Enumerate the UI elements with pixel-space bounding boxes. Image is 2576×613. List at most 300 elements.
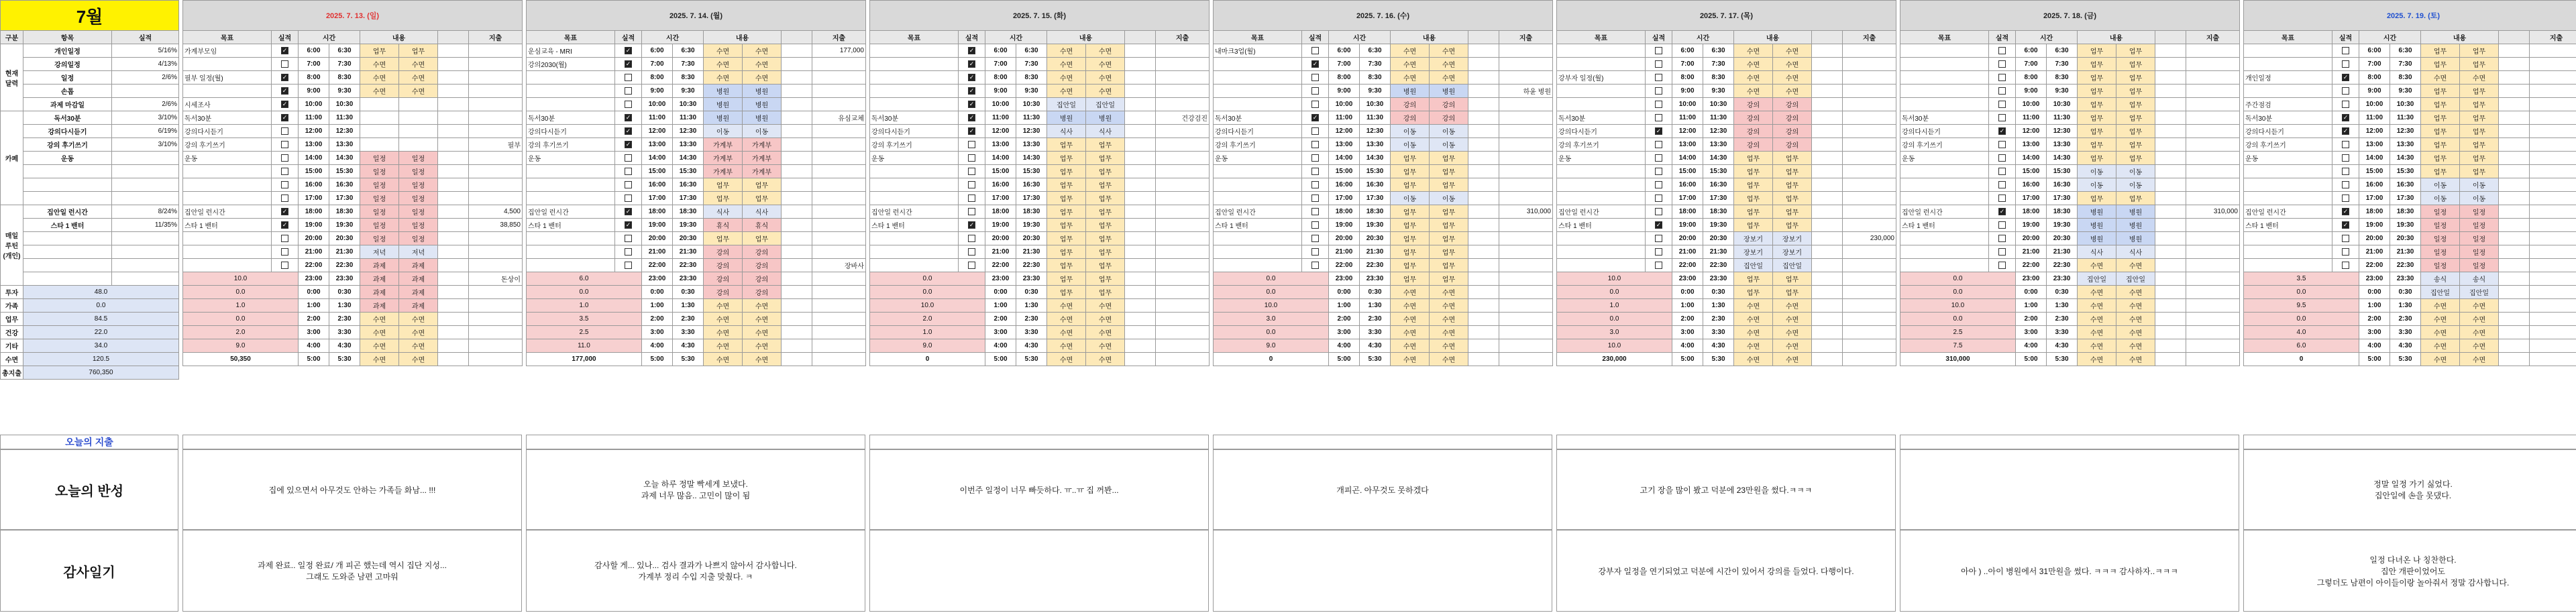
content-cell[interactable]: 수면 <box>1773 313 1812 326</box>
content-cell[interactable]: 수면 <box>2078 353 2116 366</box>
content-cell[interactable]: 업무 <box>2116 111 2155 125</box>
goal-cell[interactable]: 운동 <box>870 152 959 165</box>
content-cell[interactable]: 업무 <box>1391 219 1430 232</box>
spend-cell[interactable] <box>1156 152 1210 165</box>
goal-cell[interactable]: 강의 후기쓰기 <box>870 138 959 152</box>
content-cell[interactable]: 이동 <box>2421 178 2460 192</box>
goal-cell[interactable] <box>1557 85 1646 98</box>
content-cell[interactable]: 업무 <box>1734 286 1773 299</box>
content-cell[interactable]: 일정 <box>2460 219 2499 232</box>
content-cell[interactable]: 업무 <box>1430 165 1468 178</box>
content-cell[interactable]: 이동 <box>743 125 782 138</box>
content-cell[interactable]: 송식 <box>2460 272 2499 286</box>
content-cell[interactable]: 수면 <box>360 339 399 353</box>
spend-cell[interactable] <box>2186 138 2240 152</box>
content-cell[interactable]: 저녁 <box>399 245 438 259</box>
spend-cell[interactable] <box>2530 165 2576 178</box>
content-cell[interactable]: 업무 <box>2116 98 2155 111</box>
goal-cell[interactable] <box>870 245 959 259</box>
spend-cell[interactable] <box>2530 85 2576 98</box>
content-cell[interactable]: 업무 <box>2460 44 2499 58</box>
content-cell[interactable]: 업무 <box>1047 192 1086 205</box>
content-cell[interactable]: 식사 <box>704 205 743 219</box>
spend-cell[interactable] <box>2530 152 2576 165</box>
content-cell[interactable]: 업무 <box>2078 98 2116 111</box>
content-cell[interactable]: 수면 <box>360 313 399 326</box>
checkbox-icon[interactable] <box>1998 47 2006 54</box>
content-cell[interactable]: 병원 <box>2078 232 2116 245</box>
spend-cell[interactable] <box>812 205 866 219</box>
spend-cell[interactable] <box>1843 299 1896 313</box>
check-cell[interactable] <box>959 58 985 71</box>
content-cell[interactable]: 병원 <box>743 111 782 125</box>
check-cell[interactable] <box>272 259 299 272</box>
content-cell[interactable]: 강의 <box>743 259 782 272</box>
goal-cell[interactable]: 독서30분 <box>2244 111 2332 125</box>
spend-cell[interactable] <box>1843 152 1896 165</box>
checkbox-icon[interactable] <box>281 194 288 202</box>
goal-cell[interactable] <box>1900 98 1989 111</box>
content-cell[interactable]: 업무 <box>1734 219 1773 232</box>
content-cell[interactable]: 이동 <box>2078 178 2116 192</box>
gratitude-text[interactable]: 과제 완료.. 일정 완료/ 개 피곤 했는데 역시 집단 지성... 그래도 도와준 남편 고마워 <box>182 530 522 612</box>
spend-cell[interactable] <box>1499 138 1553 152</box>
check-cell[interactable] <box>615 71 642 85</box>
goal-cell[interactable] <box>183 85 272 98</box>
content-cell[interactable]: 수면 <box>704 58 743 71</box>
spend-cell[interactable] <box>1843 71 1896 85</box>
content-cell[interactable]: 병원 <box>1430 85 1468 98</box>
content-cell[interactable]: 수면 <box>1391 313 1430 326</box>
content-cell[interactable]: 병원 <box>2116 205 2155 219</box>
content-cell[interactable]: 업무 <box>1086 219 1125 232</box>
content-cell[interactable]: 수면 <box>2116 313 2155 326</box>
goal-cell[interactable]: 강의다시듣기 <box>183 125 272 138</box>
goal-cell[interactable] <box>183 192 272 205</box>
spend-cell[interactable] <box>2530 245 2576 259</box>
checkbox-icon[interactable] <box>281 127 288 135</box>
goal-cell[interactable] <box>1557 259 1646 272</box>
content-cell[interactable]: 수면 <box>1047 58 1086 71</box>
spend-cell[interactable] <box>1156 178 1210 192</box>
spend-cell[interactable] <box>2530 299 2576 313</box>
gratitude-text[interactable]: 일정 다녀온 나 칭찬한다. 집안 개판이었어도 그렇더도 남편이 아이들이랑 놀아줘서 정말 감사합니다. <box>2243 530 2576 612</box>
content-cell[interactable]: 집안일 <box>2116 272 2155 286</box>
content-cell[interactable]: 업무 <box>1391 152 1430 165</box>
check-cell[interactable] <box>615 232 642 245</box>
goal-cell[interactable] <box>1557 44 1646 58</box>
goal-cell[interactable] <box>1214 58 1302 71</box>
checkbox-icon[interactable] <box>281 168 288 175</box>
spend-cell[interactable] <box>1499 326 1553 339</box>
spend-cell[interactable] <box>2186 98 2240 111</box>
check-cell[interactable] <box>615 125 642 138</box>
content-cell[interactable]: 이동 <box>2078 165 2116 178</box>
goal-cell[interactable] <box>1214 259 1302 272</box>
spend-cell[interactable] <box>1499 125 1553 138</box>
goal-cell[interactable] <box>2244 259 2332 272</box>
content-cell[interactable]: 수면 <box>2421 313 2460 326</box>
content-cell[interactable]: 수면 <box>2116 259 2155 272</box>
content-cell[interactable]: 업무 <box>704 232 743 245</box>
spend-cell[interactable] <box>812 152 866 165</box>
content-cell[interactable]: 과제 <box>360 299 399 313</box>
content-cell[interactable]: 수면 <box>1047 339 1086 353</box>
content-cell[interactable]: 업무 <box>1047 286 1086 299</box>
goal-cell[interactable] <box>2244 192 2332 205</box>
checkbox-icon[interactable] <box>2342 181 2349 188</box>
content-cell[interactable]: 업무 <box>704 178 743 192</box>
checkbox-icon[interactable]: ✓ <box>2343 113 2349 121</box>
checkbox-icon[interactable] <box>968 141 975 148</box>
content-cell[interactable]: 이동 <box>1391 138 1430 152</box>
goal-cell[interactable] <box>870 165 959 178</box>
content-cell[interactable]: 식사 <box>2078 245 2116 259</box>
goal-cell[interactable] <box>527 98 615 111</box>
checkbox-icon[interactable] <box>1311 168 1319 175</box>
content-cell[interactable]: 업무 <box>2421 125 2460 138</box>
goal-cell[interactable] <box>527 165 615 178</box>
spend-cell[interactable] <box>1499 98 1553 111</box>
checkbox-icon[interactable]: ✓ <box>1656 127 1662 134</box>
goal-cell[interactable] <box>2244 245 2332 259</box>
check-cell[interactable] <box>1302 165 1329 178</box>
spend-cell[interactable] <box>1843 272 1896 286</box>
content-cell[interactable]: 업무 <box>1430 178 1468 192</box>
goal-cell[interactable]: 집안일 런시간 <box>1557 205 1646 219</box>
content-cell[interactable]: 업무 <box>1734 165 1773 178</box>
content-cell[interactable]: 수면 <box>1773 339 1812 353</box>
spend-cell[interactable] <box>1843 111 1896 125</box>
content-cell[interactable]: 강의 <box>1391 98 1430 111</box>
content-cell[interactable]: 강의 <box>1430 98 1468 111</box>
check-cell[interactable] <box>2332 205 2359 219</box>
goal-cell[interactable] <box>870 58 959 71</box>
checkbox-icon[interactable] <box>1311 181 1319 188</box>
goal-cell[interactable]: 집안일 런시간 <box>2244 205 2332 219</box>
goal-cell[interactable] <box>1214 178 1302 192</box>
content-cell[interactable]: 과제 <box>399 299 438 313</box>
check-cell[interactable] <box>2332 259 2359 272</box>
checkbox-icon[interactable] <box>1998 154 2006 162</box>
checkbox-icon[interactable] <box>1998 235 2006 242</box>
spend-cell[interactable] <box>1156 326 1210 339</box>
content-cell[interactable] <box>399 125 438 138</box>
spend-cell[interactable] <box>1499 299 1553 313</box>
content-cell[interactable]: 업무 <box>1391 165 1430 178</box>
spend-cell[interactable] <box>1843 205 1896 219</box>
check-cell[interactable] <box>959 125 985 138</box>
spend-cell[interactable] <box>2186 339 2240 353</box>
content-cell[interactable]: 강의 <box>743 245 782 259</box>
goal-cell[interactable]: 강의2030(월) <box>527 58 615 71</box>
content-cell[interactable]: 수면 <box>2078 326 2116 339</box>
spend-cell[interactable] <box>2530 232 2576 245</box>
goal-cell[interactable]: 강의다시듣기 <box>2244 125 2332 138</box>
check-cell[interactable] <box>1989 165 2016 178</box>
content-cell[interactable]: 업무 <box>1734 205 1773 219</box>
check-cell[interactable] <box>1302 245 1329 259</box>
spend-cell[interactable] <box>469 152 523 165</box>
spend-cell[interactable] <box>469 245 523 259</box>
goal-cell[interactable]: 집안일 런시간 <box>1900 205 1989 219</box>
content-cell[interactable]: 이동 <box>1430 192 1468 205</box>
content-cell[interactable]: 수면 <box>2078 299 2116 313</box>
content-cell[interactable]: 업무 <box>1734 272 1773 286</box>
check-cell[interactable] <box>959 259 985 272</box>
content-cell[interactable]: 업무 <box>1047 205 1086 219</box>
check-cell[interactable] <box>615 245 642 259</box>
spend-cell[interactable] <box>469 313 523 326</box>
spend-cell[interactable] <box>1156 353 1210 366</box>
content-cell[interactable]: 수면 <box>743 326 782 339</box>
content-cell[interactable]: 업무 <box>2078 58 2116 71</box>
goal-cell[interactable] <box>183 165 272 178</box>
content-cell[interactable]: 과제 <box>399 286 438 299</box>
checkbox-icon[interactable] <box>281 248 288 256</box>
checkbox-icon[interactable]: ✓ <box>969 46 975 54</box>
checkbox-icon[interactable] <box>1311 87 1319 95</box>
content-cell[interactable]: 업무 <box>704 192 743 205</box>
checkbox-icon[interactable] <box>2342 141 2349 148</box>
content-cell[interactable]: 일정 <box>2421 232 2460 245</box>
content-cell[interactable]: 업무 <box>1734 192 1773 205</box>
check-cell[interactable] <box>1302 219 1329 232</box>
spend-cell[interactable] <box>469 326 523 339</box>
content-cell[interactable] <box>399 111 438 125</box>
content-cell[interactable]: 업무 <box>2116 44 2155 58</box>
checkbox-icon[interactable] <box>968 194 975 202</box>
content-cell[interactable]: 강의 <box>1391 111 1430 125</box>
content-cell[interactable]: 가계부 <box>704 138 743 152</box>
spend-cell[interactable] <box>2186 259 2240 272</box>
reflection-text[interactable] <box>1900 449 2239 530</box>
spend-cell[interactable] <box>1499 313 1553 326</box>
content-cell[interactable]: 일정 <box>360 192 399 205</box>
goal-cell[interactable]: 운동 <box>1900 152 1989 165</box>
content-cell[interactable]: 병원 <box>2116 219 2155 232</box>
spend-cell[interactable] <box>1843 326 1896 339</box>
goal-cell[interactable] <box>1214 71 1302 85</box>
goal-cell[interactable]: 스타 1 밴터 <box>527 219 615 232</box>
checkbox-icon[interactable]: ✓ <box>1999 207 2005 215</box>
content-cell[interactable]: 집안일 <box>1773 259 1812 272</box>
goal-cell[interactable]: 운동 <box>1557 152 1646 165</box>
check-cell[interactable] <box>615 178 642 192</box>
content-cell[interactable]: 강의 <box>704 286 743 299</box>
checkbox-icon[interactable] <box>281 141 288 148</box>
checkbox-icon[interactable] <box>625 194 632 202</box>
spend-cell[interactable] <box>1843 339 1896 353</box>
spend-cell[interactable] <box>812 353 866 366</box>
content-cell[interactable]: 일정 <box>399 152 438 165</box>
spend-cell[interactable] <box>1843 259 1896 272</box>
goal-cell[interactable] <box>1214 245 1302 259</box>
check-cell[interactable] <box>1989 245 2016 259</box>
check-cell[interactable] <box>1302 259 1329 272</box>
content-cell[interactable]: 수면 <box>1773 71 1812 85</box>
checkbox-icon[interactable] <box>1998 262 2006 269</box>
content-cell[interactable]: 강의 <box>1734 98 1773 111</box>
content-cell[interactable]: 일정 <box>360 165 399 178</box>
checkbox-icon[interactable] <box>968 262 975 269</box>
checkbox-icon[interactable]: ✓ <box>1999 127 2005 134</box>
content-cell[interactable]: 업무 <box>2078 111 2116 125</box>
content-cell[interactable]: 일정 <box>360 232 399 245</box>
spend-cell[interactable] <box>812 71 866 85</box>
check-cell[interactable] <box>1646 232 1672 245</box>
check-cell[interactable] <box>959 192 985 205</box>
check-cell[interactable] <box>1646 138 1672 152</box>
content-cell[interactable]: 병원 <box>743 85 782 98</box>
content-cell[interactable]: 업무 <box>2078 152 2116 165</box>
content-cell[interactable]: 강의 <box>704 272 743 286</box>
checkbox-icon[interactable] <box>1655 194 1662 202</box>
goal-cell[interactable]: 스타 1 밴터 <box>1214 219 1302 232</box>
spend-cell[interactable] <box>2530 353 2576 366</box>
spend-cell[interactable] <box>2530 192 2576 205</box>
check-cell[interactable] <box>2332 125 2359 138</box>
content-cell[interactable]: 업무 <box>1734 178 1773 192</box>
content-cell[interactable]: 병원 <box>743 98 782 111</box>
content-cell[interactable]: 수면 <box>1773 326 1812 339</box>
content-cell[interactable]: 수면 <box>704 299 743 313</box>
content-cell[interactable]: 강의 <box>1773 125 1812 138</box>
content-cell[interactable]: 수면 <box>2460 326 2499 339</box>
checkbox-icon[interactable] <box>2342 60 2349 68</box>
check-cell[interactable] <box>272 98 299 111</box>
content-cell[interactable]: 가계부 <box>743 138 782 152</box>
goal-cell[interactable] <box>1214 98 1302 111</box>
content-cell[interactable]: 업무 <box>360 44 399 58</box>
content-cell[interactable]: 수면 <box>1391 71 1430 85</box>
content-cell[interactable]: 송식 <box>2421 272 2460 286</box>
checkbox-icon[interactable] <box>625 168 632 175</box>
spend-cell[interactable]: 필부 <box>469 138 523 152</box>
check-cell[interactable] <box>1989 219 2016 232</box>
checkbox-icon[interactable] <box>968 208 975 215</box>
content-cell[interactable]: 수면 <box>2078 286 2116 299</box>
content-cell[interactable]: 수면 <box>704 44 743 58</box>
goal-cell[interactable]: 강의 후기쓰기 <box>1214 138 1302 152</box>
check-cell[interactable] <box>615 152 642 165</box>
goal-cell[interactable] <box>870 85 959 98</box>
goal-cell[interactable] <box>1900 58 1989 71</box>
content-cell[interactable]: 일정 <box>2460 245 2499 259</box>
content-cell[interactable]: 수면 <box>1773 44 1812 58</box>
content-cell[interactable]: 수면 <box>743 58 782 71</box>
check-cell[interactable] <box>959 219 985 232</box>
check-cell[interactable] <box>272 44 299 58</box>
checkbox-icon[interactable] <box>1998 141 2006 148</box>
content-cell[interactable]: 수면 <box>1047 71 1086 85</box>
checkbox-icon[interactable]: ✓ <box>969 73 975 80</box>
content-cell[interactable]: 수면 <box>360 58 399 71</box>
goal-cell[interactable] <box>1557 178 1646 192</box>
checkbox-icon[interactable] <box>968 235 975 242</box>
check-cell[interactable] <box>1989 111 2016 125</box>
content-cell[interactable]: 일정 <box>360 152 399 165</box>
spend-cell[interactable] <box>2530 178 2576 192</box>
content-cell[interactable]: 수면 <box>1086 353 1125 366</box>
check-cell[interactable] <box>1989 138 2016 152</box>
content-cell[interactable]: 수면 <box>1734 313 1773 326</box>
goal-cell[interactable]: 스타 1 밴터 <box>1900 219 1989 232</box>
spend-cell[interactable]: 177,000 <box>812 44 866 58</box>
content-cell[interactable]: 수면 <box>2421 339 2460 353</box>
goal-cell[interactable] <box>2244 232 2332 245</box>
checkbox-icon[interactable]: ✓ <box>625 127 631 134</box>
spend-cell[interactable] <box>1499 165 1553 178</box>
content-cell[interactable]: 수면 <box>1430 299 1468 313</box>
spend-cell[interactable] <box>2186 58 2240 71</box>
goal-cell[interactable]: 집안일 런시간 <box>870 205 959 219</box>
spend-cell[interactable]: 230,000 <box>1843 232 1896 245</box>
check-cell[interactable] <box>1989 192 2016 205</box>
check-cell[interactable] <box>1646 205 1672 219</box>
goal-cell[interactable] <box>2244 165 2332 178</box>
checkbox-icon[interactable] <box>625 87 632 95</box>
checkbox-icon[interactable]: ✓ <box>969 87 975 94</box>
spend-cell[interactable] <box>2530 111 2576 125</box>
spend-cell[interactable] <box>812 85 866 98</box>
checkbox-icon[interactable]: ✓ <box>2343 221 2349 228</box>
content-cell[interactable]: 휴식 <box>704 219 743 232</box>
check-cell[interactable] <box>1302 205 1329 219</box>
content-cell[interactable]: 수면 <box>1734 353 1773 366</box>
spend-cell[interactable] <box>1843 125 1896 138</box>
goal-cell[interactable]: 스타 1 밴터 <box>183 219 272 232</box>
checkbox-icon[interactable] <box>1655 208 1662 215</box>
checkbox-icon[interactable] <box>1311 235 1319 242</box>
spend-cell[interactable] <box>469 286 523 299</box>
content-cell[interactable]: 강의 <box>743 272 782 286</box>
spend-cell[interactable]: 돈상이 <box>469 272 523 286</box>
check-cell[interactable] <box>959 111 985 125</box>
check-cell[interactable] <box>1302 85 1329 98</box>
content-cell[interactable]: 강의 <box>743 286 782 299</box>
goal-cell[interactable] <box>1214 232 1302 245</box>
content-cell[interactable]: 수면 <box>1430 313 1468 326</box>
content-cell[interactable]: 병원 <box>704 98 743 111</box>
content-cell[interactable]: 과제 <box>360 259 399 272</box>
check-cell[interactable] <box>2332 138 2359 152</box>
check-cell[interactable] <box>1989 125 2016 138</box>
content-cell[interactable]: 수면 <box>399 339 438 353</box>
spend-cell[interactable] <box>1843 245 1896 259</box>
goal-cell[interactable] <box>1214 85 1302 98</box>
check-cell[interactable] <box>272 205 299 219</box>
goal-cell[interactable]: 가계부모임 <box>183 44 272 58</box>
reflection-text[interactable]: 오늘 하루 정말 빡세게 보냈다. 과제 너무 많음.. 고민이 많이 됨 <box>526 449 865 530</box>
content-cell[interactable]: 일정 <box>399 178 438 192</box>
content-cell[interactable]: 업무 <box>1086 192 1125 205</box>
check-cell[interactable] <box>272 125 299 138</box>
content-cell[interactable]: 업무 <box>1430 259 1468 272</box>
content-cell[interactable]: 업무 <box>1047 219 1086 232</box>
content-cell[interactable]: 과제 <box>360 272 399 286</box>
check-cell[interactable] <box>615 85 642 98</box>
spend-cell[interactable] <box>1499 245 1553 259</box>
content-cell[interactable]: 강의 <box>1734 111 1773 125</box>
content-cell[interactable]: 일정 <box>2421 259 2460 272</box>
check-cell[interactable] <box>2332 111 2359 125</box>
content-cell[interactable]: 업무 <box>1047 245 1086 259</box>
content-cell[interactable]: 식사 <box>2116 245 2155 259</box>
check-cell[interactable] <box>2332 58 2359 71</box>
goal-cell[interactable]: 독서30분 <box>1557 111 1646 125</box>
content-cell[interactable]: 수면 <box>704 313 743 326</box>
